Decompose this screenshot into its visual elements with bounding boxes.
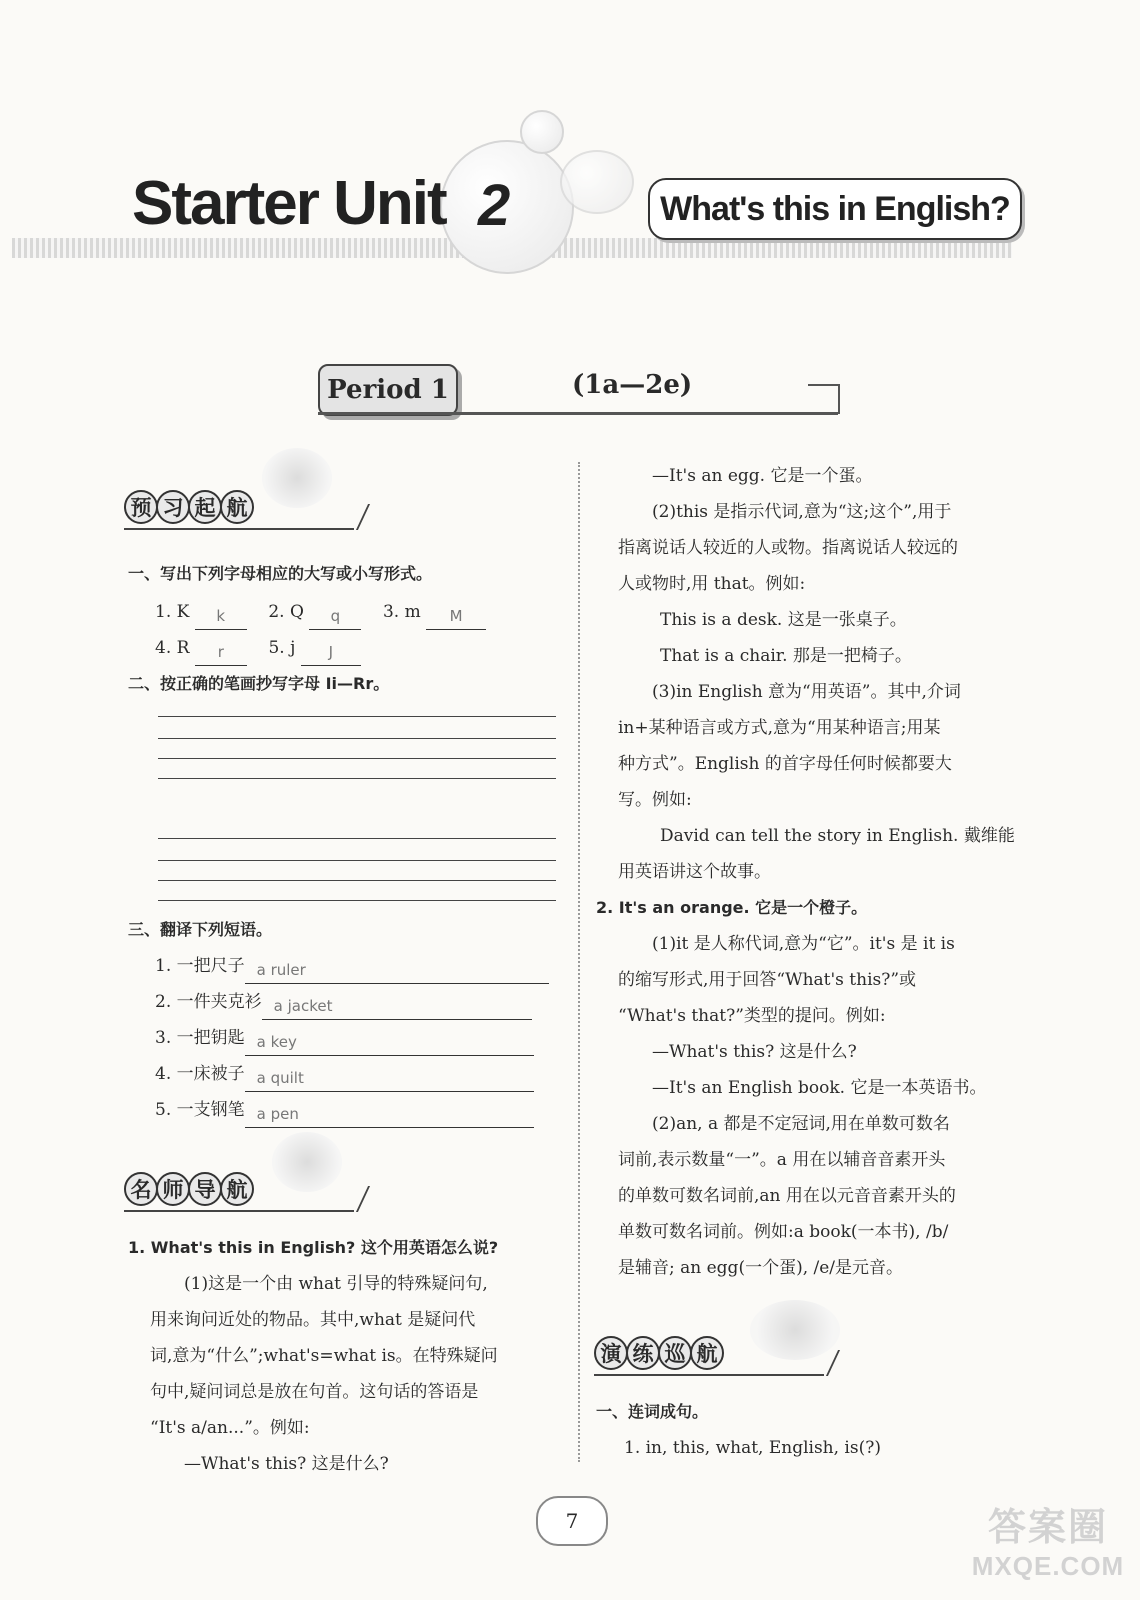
- example-line: David can tell the story in English. 戴维能: [660, 826, 1015, 846]
- section-badge-practice: [594, 1336, 722, 1370]
- explanation-line: 词前,表示数量“一”。a 用在以辅音音素开头: [618, 1150, 946, 1170]
- phrase-item: [155, 948, 549, 984]
- question-title: 一、写出下列字母相应的大写或小写形式。: [128, 564, 433, 583]
- badge-char: 巡: [658, 1336, 692, 1370]
- badge-char: 师: [156, 1172, 190, 1206]
- badge-char: 名: [124, 1172, 158, 1206]
- watermark-url: MXQE.COM: [971, 1551, 1125, 1581]
- badge-char: 航: [220, 490, 254, 524]
- letter-answer: r: [195, 639, 247, 666]
- explanation-line: (3)in English 意为“用英语”。其中,介词: [652, 682, 961, 702]
- example-line: —It's an English book. 它是一本英语书。: [652, 1078, 987, 1098]
- example-line: —It's an egg. 它是一个蛋。: [652, 466, 873, 486]
- explanation-line: (1)it 是人称代词,意为“它”。it's 是 it is: [652, 934, 955, 954]
- phrase-answer: a ruler: [245, 957, 549, 984]
- explanation-line: 的缩写形式,用于回答“What's this?”或: [618, 970, 917, 990]
- bubble-decor: [520, 110, 564, 154]
- letter-answer: M: [426, 603, 486, 630]
- badge-underline: [124, 528, 354, 530]
- trumpet-icon: [272, 1132, 342, 1192]
- badge-char: 预: [124, 490, 158, 524]
- watermark: [968, 1496, 1128, 1594]
- example-line: This is a desk. 这是一张桌子。: [660, 610, 907, 630]
- phrase-item: [155, 1020, 534, 1056]
- explanation-line: 句中,疑问词总是放在句首。这句话的答语是: [150, 1382, 479, 1402]
- letter-prompt: 1. K: [155, 602, 190, 622]
- question-title: 二、按正确的笔画抄写字母 Ii—Rr。: [128, 674, 390, 693]
- example-line: 用英语讲这个故事。: [618, 862, 771, 882]
- example-line: That is a chair. 那是一把椅子。: [660, 646, 912, 666]
- badge-underline: [594, 1374, 824, 1376]
- letter-answer: k: [195, 603, 247, 630]
- period-range: (1a—2e): [572, 370, 693, 400]
- unit-number: 2: [478, 173, 511, 238]
- badge-char: 起: [188, 490, 222, 524]
- letter-answer: q: [309, 603, 361, 630]
- explanation-line: (1)这是一个由 what 引导的特殊疑问句,: [184, 1274, 488, 1294]
- page-number: 7: [536, 1496, 608, 1546]
- explanation-line: 指离说话人较近的人或物。指离说话人较远的: [618, 538, 958, 558]
- question-title: 三、翻译下列短语。: [128, 920, 273, 939]
- explanation-line: 人或物时,用 that。例如:: [618, 574, 806, 594]
- explanation-line: 的单数可数名词前,an 用在以元音音素开头的: [618, 1186, 956, 1206]
- letter-row: [155, 630, 361, 666]
- letter-prompt: 3. m: [382, 602, 421, 622]
- writing-line: [158, 758, 556, 759]
- phrase-item: [155, 1056, 534, 1092]
- anchor-icon: [262, 448, 332, 508]
- badge-slash: [340, 504, 370, 530]
- phrase-prompt: 4. 一床被子: [155, 1064, 245, 1084]
- badge-char: 导: [188, 1172, 222, 1206]
- badge-char: 练: [626, 1336, 660, 1370]
- explanation-line: 词,意为“什么”;what's=what is。在特殊疑问: [150, 1346, 498, 1366]
- section-badge-teacher: [124, 1172, 252, 1206]
- letter-row: [155, 594, 486, 630]
- phrase-item: [155, 984, 532, 1020]
- writing-line: [158, 838, 556, 839]
- example-line: —What's this? 这是什么?: [652, 1042, 857, 1062]
- badge-char: 航: [690, 1336, 724, 1370]
- explanation-line: 种方式”。English 的首字母任何时候都要大: [618, 754, 952, 774]
- explanation-line: “It's a/an...”。例如:: [150, 1418, 310, 1438]
- letter-answer: J: [301, 639, 361, 666]
- explanation-line: 写。例如:: [618, 790, 692, 810]
- explanation-line: (2)this 是指示代词,意为“这;这个”,用于: [652, 502, 952, 522]
- explanation-line: 用来询问近处的物品。其中,what 是疑问代: [150, 1310, 476, 1330]
- phrase-answer: a quilt: [245, 1065, 534, 1092]
- explanation-line: 单数可数名词前。例如:a book(一本书), /b/: [618, 1222, 949, 1242]
- badge-char: 演: [594, 1336, 628, 1370]
- badge-char: 航: [220, 1172, 254, 1206]
- phrase-answer: a pen: [245, 1101, 534, 1128]
- badge-slash: [340, 1186, 370, 1212]
- phrase-prompt: 1. 一把尺子: [155, 956, 245, 976]
- watermark-text: 答案圈: [987, 1507, 1108, 1549]
- phrase-prompt: 2. 一件夹克衫: [155, 992, 262, 1012]
- letter-prompt: 5. j: [268, 638, 296, 658]
- explanation-line: “What's that?”类型的提问。例如:: [618, 1006, 886, 1026]
- phrase-prompt: 3. 一把钥匙: [155, 1028, 245, 1048]
- exercise-title: 一、连词成句。: [596, 1402, 709, 1421]
- period-label: Period 1: [318, 364, 458, 416]
- explanation-line: in+某种语言或方式,意为“用某种语言;用某: [618, 718, 941, 738]
- phrase-answer: a jacket: [262, 993, 532, 1020]
- explanation-line: 是辅音; an egg(一个蛋), /e/是元音。: [618, 1258, 904, 1278]
- writing-line: [158, 900, 556, 901]
- example-line: —What's this? 这是什么?: [184, 1454, 389, 1474]
- section-badge-preview: [124, 490, 252, 524]
- letter-prompt: 2. Q: [268, 602, 304, 622]
- letter-prompt: 4. R: [155, 638, 190, 658]
- writing-line: [158, 716, 556, 717]
- phrase-item: [155, 1092, 534, 1128]
- point-title: 1. What's this in English? 这个用英语怎么说?: [128, 1238, 499, 1257]
- unit-subtitle: What's this in English?: [648, 178, 1022, 240]
- writing-line: [158, 880, 556, 881]
- explanation-line: (2)an, a 都是不定冠词,用在单数可数名: [652, 1114, 950, 1134]
- badge-underline: [124, 1210, 354, 1212]
- column-divider: [578, 462, 580, 1462]
- unit-title: Starter Unit: [132, 169, 446, 238]
- writing-line: [158, 738, 556, 739]
- writing-line: [158, 778, 556, 779]
- exercise-item: 1. in, this, what, English, is(?): [624, 1438, 881, 1458]
- writing-line: [158, 860, 556, 861]
- phrase-answer: a key: [245, 1029, 534, 1056]
- period-underline: [318, 412, 838, 415]
- bubble-decor: [560, 150, 634, 214]
- point-title: 2. It's an orange. 它是一个橙子。: [596, 898, 868, 917]
- phrase-prompt: 5. 一支钢笔: [155, 1100, 245, 1120]
- badge-char: 习: [156, 490, 190, 524]
- period-hook: [808, 384, 840, 414]
